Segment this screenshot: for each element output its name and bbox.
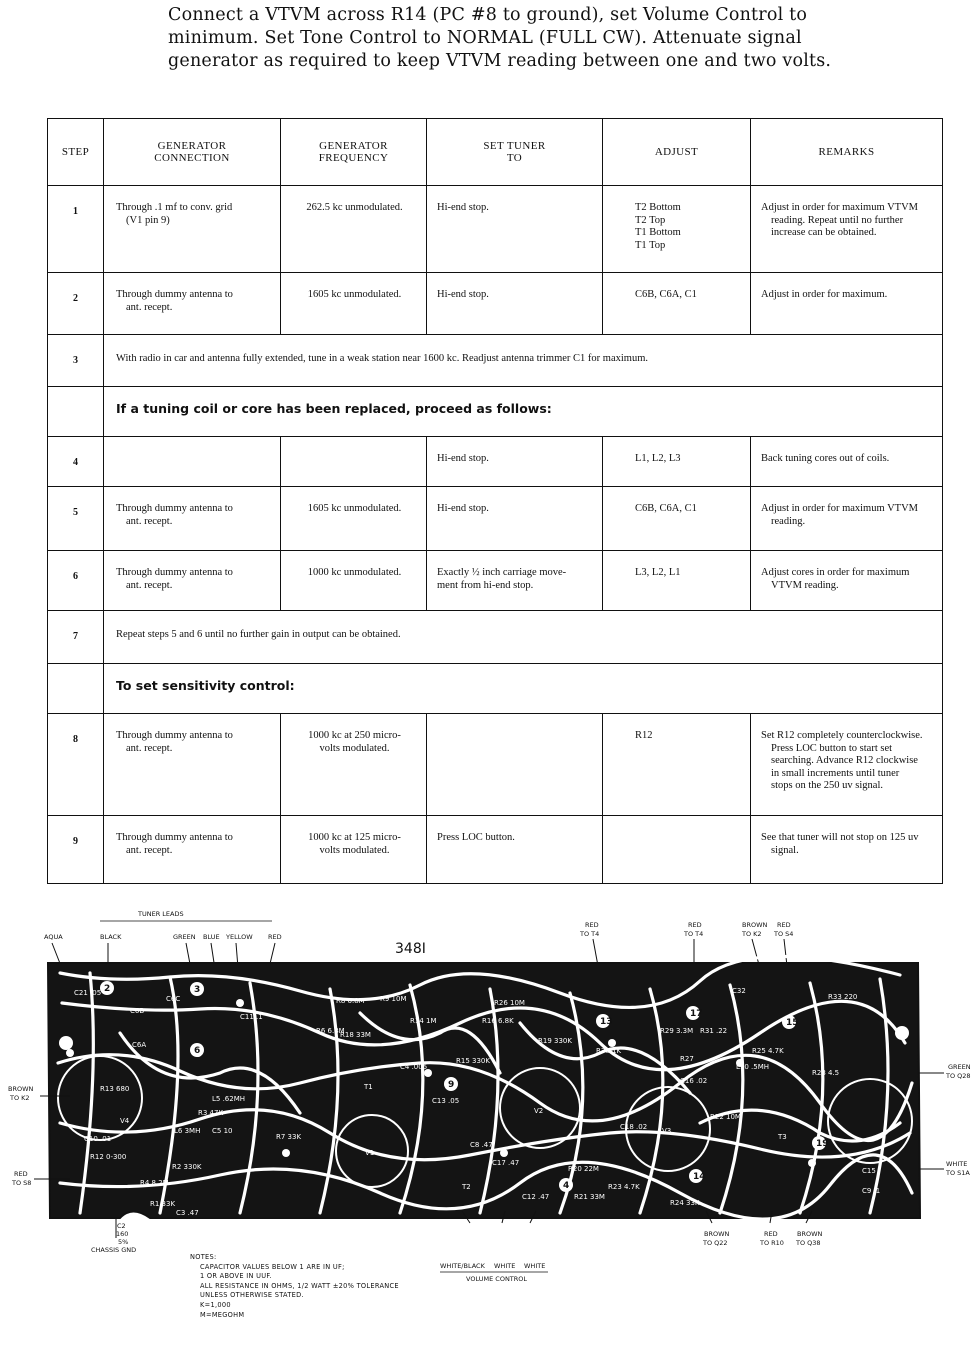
adjust: L1, L2, L3 — [603, 437, 751, 487]
table-header-row — [48, 119, 943, 186]
svg-text:R9 10M: R9 10M — [380, 995, 407, 1003]
tube-v2: V1 — [365, 1149, 375, 1157]
green-lead-label: GREEN — [173, 933, 196, 941]
svg-text:T3: T3 — [778, 1133, 787, 1141]
brown-to-q22-label: BROWN — [704, 1230, 730, 1238]
intro-instructions — [168, 4, 868, 73]
red-to-s8-label: RED — [14, 1170, 28, 1178]
svg-text:R28 4.5: R28 4.5 — [812, 1069, 840, 1077]
step-number: 5 — [48, 487, 104, 551]
alignment-table — [47, 118, 943, 884]
header-set-tuner: SET TUNER TO — [427, 119, 603, 186]
svg-text:R1 33K: R1 33K — [150, 1200, 176, 1208]
intro-line-2: minimum. Set Tone Control to NORMAL (FULL CW). Attenuate signal — [168, 28, 802, 48]
generator-connection: Through dummy antenna to ant. recept. — [104, 816, 281, 884]
table-row — [48, 816, 943, 884]
svg-text:5%: 5% — [118, 1238, 129, 1246]
header-remarks: REMARKS — [751, 119, 943, 186]
generator-frequency: 1605 kc unmodulated. — [281, 273, 427, 335]
svg-text:C10 .01: C10 .01 — [84, 1135, 112, 1143]
svg-text:T2: T2 — [462, 1183, 471, 1191]
svg-text:R25 4.7K: R25 4.7K — [752, 1047, 784, 1055]
svg-text:R21 33M: R21 33M — [574, 1193, 605, 1201]
svg-text:TO T4: TO T4 — [684, 930, 704, 938]
svg-text:C4 .005: C4 .005 — [400, 1063, 428, 1071]
adjust: R12 — [603, 714, 751, 816]
table-row — [48, 714, 943, 816]
table-row — [48, 664, 943, 714]
svg-text:L10 .5MH: L10 .5MH — [736, 1063, 770, 1071]
svg-text:R27: R27 — [680, 1055, 694, 1063]
svg-text:TO S1A: TO S1A — [946, 1169, 970, 1177]
blue-lead-label: BLUE — [203, 933, 220, 941]
svg-text:C18 .02: C18 .02 — [620, 1123, 648, 1131]
table-row — [48, 487, 943, 551]
svg-text:TO S8: TO S8 — [12, 1179, 32, 1187]
svg-text:C3 .47: C3 .47 — [176, 1209, 199, 1217]
red-to-r10-label: RED — [764, 1230, 778, 1238]
step-number: 4 — [48, 437, 104, 487]
remarks: See that tuner will not stop on 125 uv signal. — [751, 816, 943, 884]
step-number: 7 — [48, 611, 104, 664]
svg-text:C6B: C6B — [130, 1007, 145, 1015]
aqua-lead-label: AQUA — [44, 933, 63, 941]
svg-text:R23 4.7K: R23 4.7K — [608, 1183, 640, 1191]
svg-text:C17 .47: C17 .47 — [492, 1159, 520, 1167]
tuner-setting: Press LOC button. — [427, 816, 603, 884]
table-row — [48, 551, 943, 611]
header-adjust: ADJUST — [603, 119, 751, 186]
generator-frequency: 1000 kc at 250 micro- volts modulated. — [281, 714, 427, 816]
svg-text:C21 .05: C21 .05 — [74, 989, 102, 997]
svg-text:R24 33K: R24 33K — [670, 1199, 700, 1207]
svg-text:L6 3MH: L6 3MH — [174, 1127, 201, 1135]
table-row — [48, 186, 943, 273]
svg-text:TO R10: TO R10 — [760, 1239, 784, 1247]
svg-text:C11 .1: C11 .1 — [240, 1013, 263, 1021]
intro-line-1: Connect a VTVM across R14 (PC #8 to ground), set Volume Control to — [168, 5, 808, 25]
white-black-lead-label: WHITE/BLACK — [440, 1262, 485, 1270]
white-lead-label-1: WHITE — [494, 1262, 516, 1270]
svg-text:R14 1M: R14 1M — [410, 1017, 437, 1025]
svg-text:C15: C15 — [862, 1167, 876, 1175]
svg-text:C6A: C6A — [132, 1041, 147, 1049]
white-to-s1a-label: WHITE — [946, 1160, 968, 1168]
svg-text:15: 15 — [786, 1018, 799, 1028]
svg-text:3: 3 — [194, 985, 201, 995]
svg-text:C16 .02: C16 .02 — [680, 1077, 708, 1085]
svg-text:R13 680: R13 680 — [100, 1085, 130, 1093]
svg-text:C8 .47: C8 .47 — [470, 1141, 493, 1149]
svg-text:R31 .22: R31 .22 — [700, 1027, 728, 1035]
red-lead-label: RED — [268, 933, 282, 941]
svg-text:V4: V4 — [120, 1117, 130, 1125]
black-lead-label: BLACK — [100, 933, 122, 941]
svg-text:R33 220: R33 220 — [828, 993, 858, 1001]
tuner-setting: Hi-end stop. — [427, 487, 603, 551]
header-generator-frequency: GENERATOR FREQUENCY — [281, 119, 427, 186]
red-to-t4-label-2: RED — [688, 921, 702, 929]
generator-frequency: 1000 kc unmodulated. — [281, 551, 427, 611]
section-note: If a tuning coil or core has been replaced, proceed as follows: — [104, 387, 943, 437]
brown-to-q38-label: BROWN — [797, 1230, 823, 1238]
generator-connection: Through dummy antenna to ant. recept. — [104, 714, 281, 816]
svg-text:TO K2: TO K2 — [742, 930, 762, 938]
table-row — [48, 387, 943, 437]
svg-text:C9 .1: C9 .1 — [862, 1187, 881, 1195]
table-row — [48, 335, 943, 387]
generator-connection: Through dummy antenna to ant. recept. — [104, 273, 281, 335]
tube-v4: V3 — [662, 1127, 672, 1135]
header-generator-connection: GENERATOR CONNECTION — [104, 119, 281, 186]
full-width-instruction: Repeat steps 5 and 6 until no further gain in output can be obtained. — [104, 611, 943, 664]
svg-text:13: 13 — [600, 1017, 613, 1027]
svg-text:TO Q22: TO Q22 — [703, 1239, 728, 1247]
generator-connection: Through dummy antenna to ant. recept. — [104, 487, 281, 551]
svg-text:6: 6 — [194, 1046, 201, 1056]
step-number: 1 — [48, 186, 104, 273]
svg-text:L5 .62MH: L5 .62MH — [212, 1095, 246, 1103]
table-row — [48, 611, 943, 664]
step-number: 6 — [48, 551, 104, 611]
chassis-gnd-label: CHASSIS GND — [91, 1246, 137, 1254]
svg-text:R26 10M: R26 10M — [494, 999, 525, 1007]
svg-text:R3 47K: R3 47K — [198, 1109, 224, 1117]
svg-text:R20 22M: R20 22M — [568, 1165, 599, 1173]
c2-label: C2 — [117, 1222, 126, 1230]
svg-text:19: 19 — [816, 1139, 829, 1149]
remarks: Back tuning cores out of coils. — [751, 437, 943, 487]
svg-text:TO S4: TO S4 — [774, 930, 794, 938]
table-row — [48, 273, 943, 335]
svg-text:C13 .05: C13 .05 — [432, 1097, 460, 1105]
step-number: 2 — [48, 273, 104, 335]
full-width-instruction: With radio in car and antenna fully extended, tune in a weak station near 1600 kc. Readjust antenna trimmer C1 for maximum. — [104, 335, 943, 387]
adjust: L3, L2, L1 — [603, 551, 751, 611]
svg-text:C5 10: C5 10 — [212, 1127, 233, 1135]
brown-to-k2-side-label: BROWN — [8, 1085, 34, 1093]
section-note: To set sensitivity control: — [104, 664, 943, 714]
svg-text:160: 160 — [116, 1230, 129, 1238]
svg-text:R12 0-300: R12 0-300 — [90, 1153, 127, 1161]
svg-text:R19 330K: R19 330K — [538, 1037, 572, 1045]
svg-text:R8 6.8M: R8 6.8M — [336, 997, 365, 1005]
remarks: Set R12 completely counterclockwise. Press LOC button to start set searching. Advance R12 clockwise in small increments until tuner stops on the 250 uv signal. — [751, 714, 943, 816]
svg-text:R18 33M: R18 33M — [340, 1031, 371, 1039]
table-row — [48, 437, 943, 487]
svg-text:14: 14 — [693, 1172, 706, 1182]
volume-control-label: VOLUME CONTROL — [466, 1275, 528, 1283]
model-number: 348I — [395, 941, 426, 957]
svg-text:C12 .47: C12 .47 — [522, 1193, 550, 1201]
step-number: 8 — [48, 714, 104, 816]
svg-text:17: 17 — [690, 1009, 703, 1019]
adjust — [603, 816, 751, 884]
remarks: Adjust in order for maximum VTVM reading. Repeat until no further increase can be obtained. — [751, 186, 943, 273]
yellow-lead-label: YELLOW — [226, 933, 253, 941]
tuner-setting: Hi-end stop. — [427, 186, 603, 273]
red-to-t4-label-1: RED — [585, 921, 599, 929]
svg-text:R16 6.8K: R16 6.8K — [482, 1017, 514, 1025]
tuner-setting: Exactly ½ inch carriage move- ment from hi-end stop. — [427, 551, 603, 611]
white-lead-label-2: WHITE — [524, 1262, 546, 1270]
generator-connection — [104, 437, 281, 487]
adjust: C6B, C6A, C1 — [603, 273, 751, 335]
empty-step — [48, 664, 104, 714]
svg-text:R29 3.3M: R29 3.3M — [660, 1027, 694, 1035]
tuner-setting: Hi-end stop. — [427, 437, 603, 487]
tuner-setting — [427, 714, 603, 816]
svg-text:R15 330K: R15 330K — [456, 1057, 490, 1065]
diagram-notes: NOTES: CAPACITOR VALUES BELOW 1 ARE IN UF; 1 OR ABOVE IN UUF. ALL RESISTANCE IN OHMS, 1/2 WATT ±20% TOLERANCE UNLESS OTHERWISE STATED. K=1,000 M=MEGOHM — [190, 1253, 399, 1319]
generator-connection: Through dummy antenna to ant. recept. — [104, 551, 281, 611]
green-to-q28-label: GREEN — [948, 1063, 971, 1071]
brown-to-k2-label: BROWN — [742, 921, 768, 929]
svg-text:R2 330K: R2 330K — [172, 1163, 202, 1171]
svg-text:R22 10M: R22 10M — [710, 1113, 741, 1121]
svg-text:R7 33K: R7 33K — [276, 1133, 302, 1141]
svg-text:T1: T1 — [364, 1083, 373, 1091]
tuner-leads-label: TUNER LEADS — [138, 910, 184, 918]
red-to-s4-label: RED — [777, 921, 791, 929]
svg-text:TO Q38: TO Q38 — [796, 1239, 821, 1247]
svg-text:TO T4: TO T4 — [580, 930, 600, 938]
svg-text:4: 4 — [563, 1181, 570, 1191]
notes-heading: NOTES: — [190, 1253, 217, 1261]
tube-v3: V2 — [534, 1107, 544, 1115]
tuner-setting: Hi-end stop. — [427, 273, 603, 335]
header-step: STEP — [48, 119, 104, 186]
empty-step — [48, 387, 104, 437]
generator-frequency: 1000 kc at 125 micro- volts modulated. — [281, 816, 427, 884]
intro-line-3: generator as required to keep VTVM reading between one and two volts. — [168, 51, 832, 71]
generator-connection: Through .1 mf to conv. grid (V1 pin 9) — [104, 186, 281, 273]
adjust: T2 Bottom T2 Top T1 Bottom T1 Top — [603, 186, 751, 273]
generator-frequency: 1605 kc unmodulated. — [281, 487, 427, 551]
svg-text:9: 9 — [448, 1080, 455, 1090]
adjust: C6B, C6A, C1 — [603, 487, 751, 551]
svg-text:R6 6.8M: R6 6.8M — [316, 1027, 345, 1035]
svg-text:2: 2 — [104, 984, 111, 994]
svg-text:TO K2: TO K2 — [10, 1094, 30, 1102]
remarks: Adjust cores in order for maximum VTVM reading. — [751, 551, 943, 611]
step-number: 3 — [48, 335, 104, 387]
svg-text:C6C: C6C — [166, 995, 181, 1003]
generator-frequency: 262.5 kc unmodulated. — [281, 186, 427, 273]
remarks: Adjust in order for maximum VTVM reading. — [751, 487, 943, 551]
svg-text:TO Q28: TO Q28 — [946, 1072, 971, 1080]
generator-frequency — [281, 437, 427, 487]
svg-text:R30 1K: R30 1K — [596, 1047, 622, 1055]
svg-text:R4 8.2M: R4 8.2M — [140, 1179, 169, 1187]
remarks: Adjust in order for maximum. — [751, 273, 943, 335]
svg-text:C32: C32 — [732, 987, 746, 995]
step-number: 9 — [48, 816, 104, 884]
